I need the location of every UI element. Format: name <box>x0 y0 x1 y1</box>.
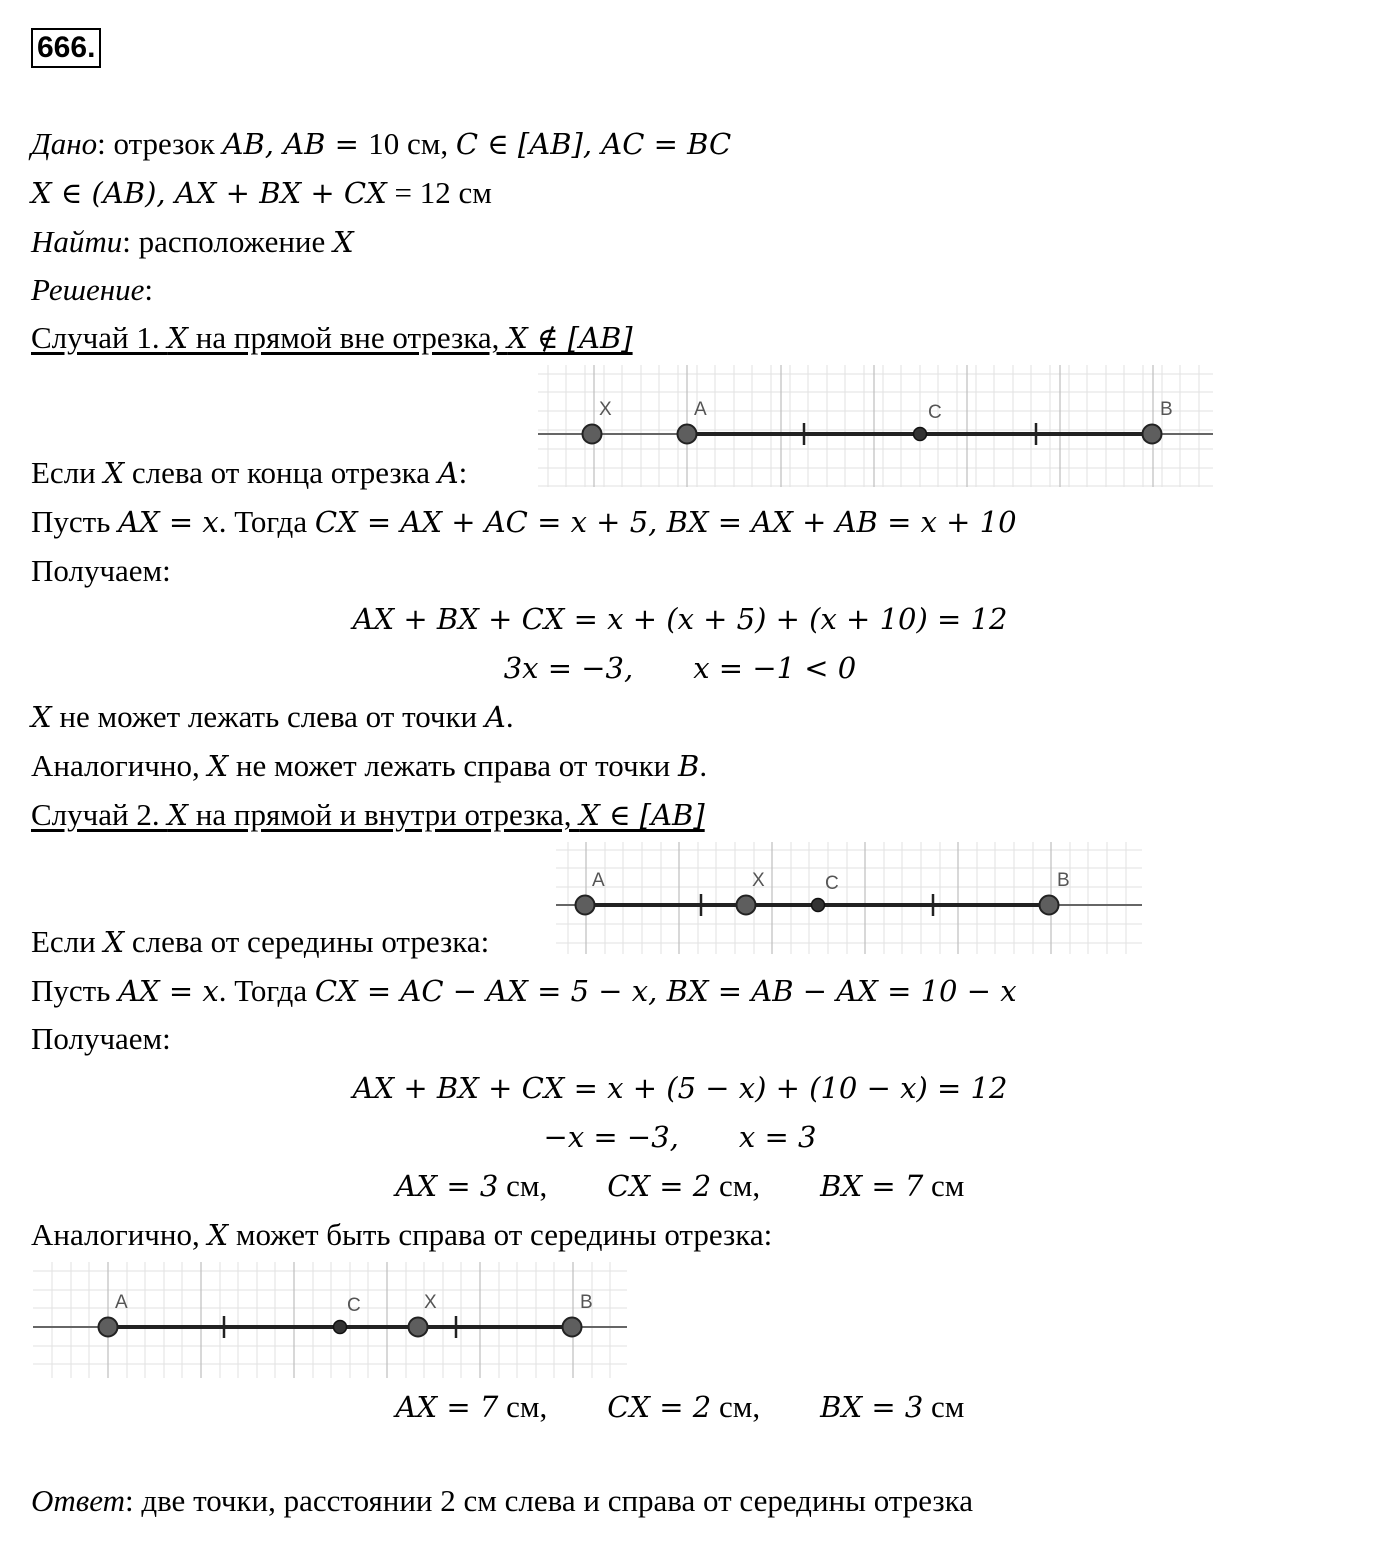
case2-analog <box>31 1215 772 1255</box>
answer-text: : две точки, расстоянии 2 см слева и справа от середины отрезка <box>124 1483 973 1518</box>
case1-diagram <box>538 365 1213 487</box>
find-line: Найти: расположение X <box>31 224 354 259</box>
label-b: B <box>1057 870 1070 891</box>
case2-condition-text-2: слева от середины отрезка: <box>124 924 490 959</box>
answer-line <box>31 1481 973 1521</box>
find-text: расположение <box>138 224 326 259</box>
label-b: B <box>580 1292 593 1313</box>
find-math: X <box>333 225 354 259</box>
case1-heading-math: X <box>167 321 188 355</box>
case1-heading-text: Случай 1. <box>31 320 168 355</box>
given-math-2: C ∈ [AB], AC = BC <box>455 127 732 161</box>
case2-mirror-diagram <box>33 1262 627 1378</box>
case1-concl2-math-2: B <box>678 749 700 783</box>
case2-obtain: Получаем: <box>31 1021 171 1056</box>
point-b <box>1143 425 1162 444</box>
case2-condition <box>31 922 489 962</box>
case2-result-ax: AX = 3 <box>395 1169 499 1203</box>
point-x <box>409 1318 428 1337</box>
grid <box>33 1262 627 1378</box>
case1-concl2-math: X <box>207 749 229 783</box>
given-math-1: AB, AB = <box>222 127 369 161</box>
case1-let-math-2: CX = AX + AC = x + 5, BX = AX + AB = x + 10 <box>314 505 1017 539</box>
given-text: отрезок <box>113 126 215 161</box>
point-c <box>914 428 927 441</box>
case1-let-text-2: . Тогда <box>218 504 315 539</box>
case2-result-cx: CX = 2 <box>607 1169 712 1203</box>
case2-condition-math: X <box>103 925 125 959</box>
case1-conclusion-2 <box>31 746 707 786</box>
case1-concl2-text: Аналогично, <box>31 748 208 783</box>
case2-heading <box>31 795 705 835</box>
label-a: A <box>694 399 707 420</box>
given-label: Дано <box>31 126 98 161</box>
case2-analog-math: X <box>207 1218 229 1252</box>
case1-let-text: Пусть <box>31 504 119 539</box>
point-c <box>812 899 825 912</box>
case1-heading-text-2: на прямой вне отрезка, <box>188 320 508 355</box>
case2-equation-2a: −x = −3, <box>543 1120 679 1154</box>
case2-heading-text: Случай 2. <box>31 797 168 832</box>
case1-concl1-math-2: A <box>484 700 506 734</box>
case2-result2-bx: BX = 3 <box>820 1390 924 1424</box>
label-a: A <box>592 870 605 891</box>
label-x: X <box>599 399 612 420</box>
case1-condition-text-2: слева от конца отрезка <box>124 455 438 490</box>
case1-concl1-end: . <box>505 699 514 734</box>
given-line-1: Дано: отрезок AB, AB = 10 см, C ∈ [AB], AC = BC <box>31 126 732 161</box>
task-number-box: 666. <box>31 28 101 68</box>
case1-concl1-math: X <box>31 700 52 734</box>
point-x <box>583 425 602 444</box>
case2-result2-cx-unit: см, <box>711 1389 761 1424</box>
case2-result2-ax-unit: см, <box>498 1389 548 1424</box>
point-x <box>737 896 756 915</box>
case2-heading-text-2: на прямой и внутри отрезка, <box>188 797 580 832</box>
task-number: 666 <box>37 31 88 64</box>
given-value-2: = 12 см <box>386 175 492 210</box>
case2-equation-1: AX + BX + CX = x + (5 − x) + (10 − x) = 12 <box>352 1071 1008 1105</box>
case1-let <box>31 502 1017 542</box>
case2-result-bx-unit: см <box>923 1168 965 1203</box>
label-x: X <box>424 1292 437 1313</box>
case2-result2-cx: CX = 2 <box>607 1390 712 1424</box>
case2-result-bx: BX = 7 <box>820 1169 924 1203</box>
answer-label: Ответ <box>31 1483 125 1518</box>
point-a <box>99 1318 118 1337</box>
case2-equation-2 <box>0 1117 1360 1157</box>
label-a: A <box>115 1292 128 1313</box>
case2-let-text-2: . Тогда <box>218 973 315 1008</box>
case1-heading <box>31 318 633 358</box>
case1-let-math: AX = x <box>118 505 219 539</box>
label-c: C <box>825 873 839 894</box>
case1-heading-math-2: X ∉ [AB] <box>507 321 633 355</box>
point-b <box>1040 896 1059 915</box>
case2-result2-ax: AX = 7 <box>395 1390 499 1424</box>
case1-condition-math: X <box>103 456 125 490</box>
case2-result-cx-unit: см, <box>711 1168 761 1203</box>
case2-results-2 <box>0 1387 1360 1427</box>
point-c <box>334 1321 347 1334</box>
case2-diagram <box>556 842 1142 954</box>
case2-results-1 <box>0 1166 1360 1206</box>
given-line-2 <box>31 173 492 213</box>
point-a <box>576 896 595 915</box>
case1-concl2-text-2: не может лежать справа от точки <box>228 748 678 783</box>
case1-equation-2a: 3x = −3, <box>503 651 634 685</box>
solution-label: Решение <box>31 272 145 307</box>
case1-condition-text: Если <box>31 455 104 490</box>
case2-equation-2b: x = 3 <box>738 1120 817 1154</box>
case2-let-math: AX = x <box>118 974 219 1008</box>
label-c: C <box>928 402 942 423</box>
case2-let-text: Пусть <box>31 973 119 1008</box>
case2-let-math-2: CX = AC − AX = 5 − x, BX = AB − AX = 10 − x <box>314 974 1017 1008</box>
label-c: C <box>347 1295 361 1316</box>
case2-heading-math: X <box>167 798 188 832</box>
given-math-3: X ∈ (AB), AX + BX + CX <box>31 176 387 210</box>
point-b <box>563 1318 582 1337</box>
case2-let <box>31 971 1017 1011</box>
case1-conclusion-1 <box>31 697 514 737</box>
case2-result2-bx-unit: см <box>923 1389 965 1424</box>
case1-equation-2b: x = −1 < 0 <box>693 651 857 685</box>
grid <box>538 365 1213 487</box>
case1-concl2-end: . <box>699 748 708 783</box>
case2-result-ax-unit: см, <box>498 1168 548 1203</box>
given-value-1: 10 см, <box>368 126 449 161</box>
case2-heading-math-2: X ∈ [AB] <box>579 798 705 832</box>
case2-condition-text: Если <box>31 924 104 959</box>
case1-condition-math-2: A <box>437 456 459 490</box>
point-a <box>678 425 697 444</box>
case1-equation-2 <box>0 648 1360 688</box>
case1-concl1-text: не может лежать слева от точки <box>51 699 485 734</box>
case1-obtain: Получаем: <box>31 553 171 588</box>
case2-analog-text-2: может быть справа от середины отрезка: <box>228 1217 773 1252</box>
case1-equation-1: AX + BX + CX = x + (x + 5) + (x + 10) = 12 <box>352 602 1008 636</box>
label-b: B <box>1160 399 1173 420</box>
label-x: X <box>752 870 765 891</box>
find-label: Найти <box>31 224 123 259</box>
case1-condition-end: : <box>458 455 468 490</box>
case2-analog-text: Аналогично, <box>31 1217 208 1252</box>
case1-condition <box>31 453 467 493</box>
solution-line: Решение: <box>31 272 153 307</box>
